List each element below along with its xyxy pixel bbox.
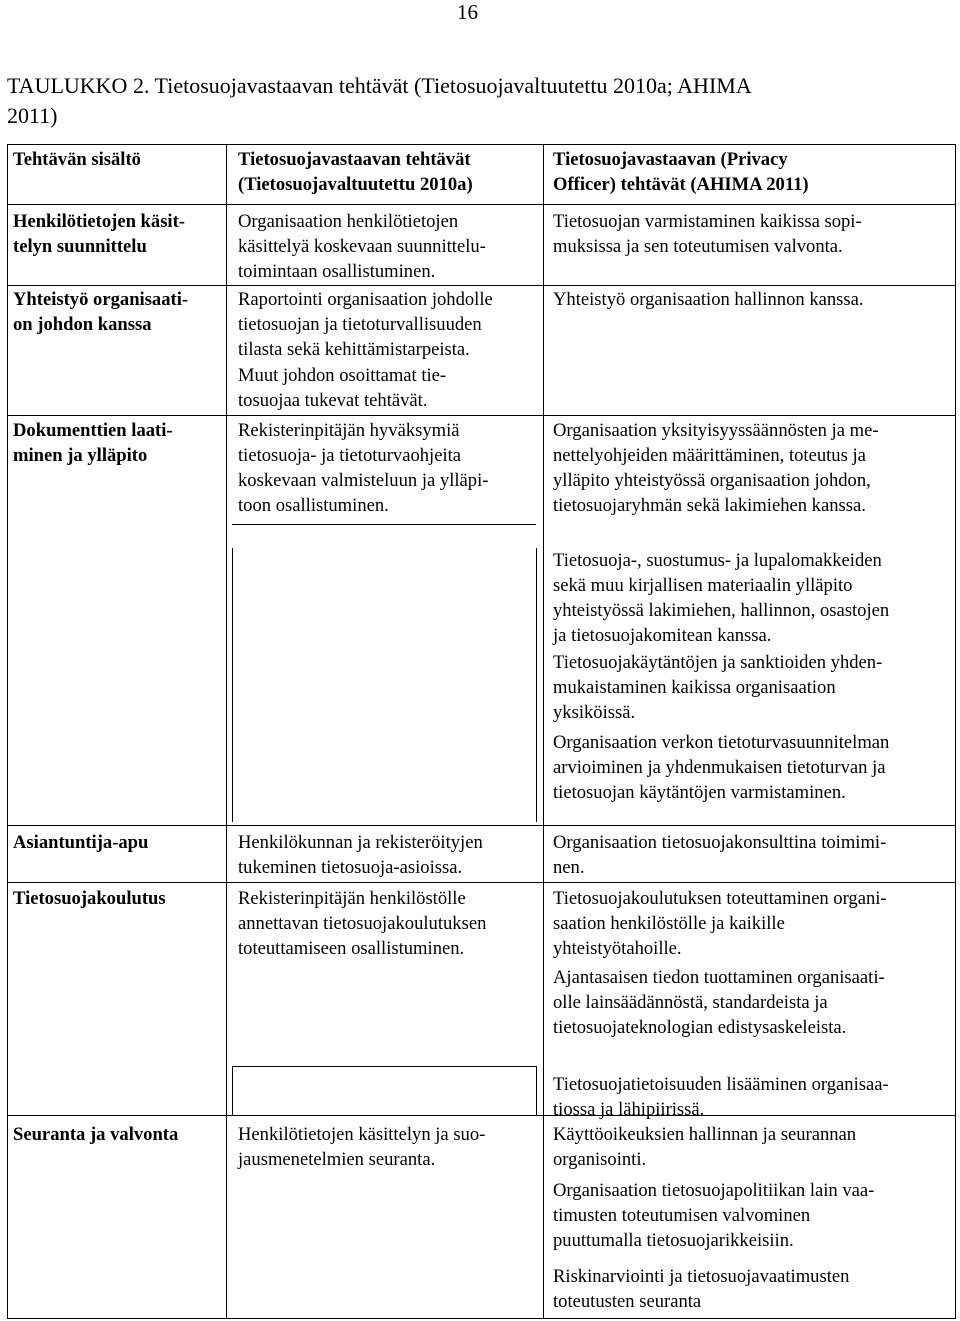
duty-text: Raportointi organisaation johdolle: [238, 289, 493, 310]
officer-duty-text: Tietosuojakoulutuksen toteuttaminen organi-: [553, 888, 887, 909]
officer-duty-text: Tietosuojatietoisuuden lisääminen organisaa-: [553, 1074, 889, 1095]
row-divider: [7, 285, 956, 286]
table-border-bottom: [7, 1318, 956, 1319]
officer-duty-text: Yhteistyö organisaation hallinnon kanssa.: [553, 289, 864, 310]
column-header-privacy-officer-line2: Officer) tehtävät (AHIMA 2011): [553, 174, 809, 195]
row-divider: [7, 825, 956, 826]
category-label: minen ja ylläpito: [13, 445, 148, 466]
duty-text: annettavan tietosuojakoulutuksen: [238, 913, 487, 934]
officer-duty-text: ja tietosuojakomitean kanssa.: [553, 625, 772, 646]
officer-duty-text: saation henkilöstölle ja kaikille: [553, 913, 785, 934]
officer-duty-text: olle lainsäädännöstä, standardeista ja: [553, 992, 828, 1013]
officer-duty-text: tiossa ja lähipiirissä.: [553, 1099, 705, 1120]
category-label: telyn suunnittelu: [13, 236, 147, 257]
officer-duty-text: Organisaation yksityisyyssäännösten ja me-: [553, 420, 879, 441]
duty-text: tukeminen tietosuoja-asioissa.: [238, 857, 463, 878]
officer-duty-text: mukaistaminen kaikissa organisaation: [553, 677, 836, 698]
officer-duty-text: nen.: [553, 857, 585, 878]
cell-border: [536, 1066, 537, 1116]
officer-duty-text: tietosuojaryhmän sekä lakimiehen kanssa.: [553, 495, 866, 516]
officer-duty-text: yhteistyössä lakimiehen, hallinnon, osastojen: [553, 600, 890, 621]
cell-border: [536, 548, 537, 822]
officer-duty-text: Tietosuojakäytäntöjen ja sanktioiden yhden-: [553, 652, 883, 673]
duty-text: tietosuojan ja tietoturvallisuuden: [238, 314, 482, 335]
duty-text: Henkilötietojen käsittelyn ja suo-: [238, 1124, 486, 1145]
category-label: Tietosuojakoulutus: [13, 888, 166, 909]
category-label: Henkilötietojen käsit-: [13, 211, 185, 232]
duty-text: tietosuoja- ja tietoturvaohjeita: [238, 445, 462, 466]
officer-duty-text: Organisaation verkon tietoturvasuunnitelman: [553, 732, 890, 753]
row-divider: [7, 415, 956, 416]
column-divider: [543, 144, 544, 1319]
officer-duty-text: muksissa ja sen toteutumisen valvonta.: [553, 236, 843, 257]
officer-duty-text: Riskinarviointi ja tietosuojavaatimusten: [553, 1266, 850, 1287]
duty-text: tilasta sekä kehittämistarpeista.: [238, 339, 470, 360]
cell-border: [232, 1066, 233, 1116]
officer-duty-text: Tietosuojan varmistaminen kaikissa sopi-: [553, 211, 862, 232]
duty-text: toon osallistuminen.: [238, 495, 389, 516]
duty-text: käsittelyä koskevaan suunnittelu-: [238, 236, 486, 257]
officer-duty-text: sekä muu kirjallisen materiaalin ylläpito: [553, 575, 853, 596]
officer-duty-text: yksiköissä.: [553, 702, 636, 723]
officer-duty-text: yhteistyötahoille.: [553, 938, 682, 959]
duty-text: koskevaan valmisteluun ja ylläpi-: [238, 470, 489, 491]
column-header-privacy-officer: Tietosuojavastaavan (Privacy: [553, 149, 788, 170]
officer-duty-text: tietosuojan käytäntöjen varmistaminen.: [553, 782, 846, 803]
cell-border: [232, 548, 233, 822]
cell-border: [232, 1066, 536, 1067]
table-border-top: [7, 144, 956, 145]
duty-text: Rekisterinpitäjän henkilöstölle: [238, 888, 466, 909]
officer-duty-text: organisointi.: [553, 1149, 647, 1170]
table-caption: TAULUKKO 2. Tietosuojavastaavan tehtävät (Tietosuojavaltuutettu 2010a; AHIMA: [7, 73, 752, 98]
category-label: Yhteistyö organisaati-: [13, 289, 189, 310]
duty-text: Organisaation henkilötietojen: [238, 211, 459, 232]
column-header-duties: Tietosuojavastaavan tehtävät: [238, 149, 471, 170]
table-border-right: [955, 144, 956, 1319]
duty-text: toimintaan osallistuminen.: [238, 261, 436, 282]
duty-text: Muut johdon osoittamat tie-: [238, 365, 447, 386]
category-label: on johdon kanssa: [13, 314, 152, 335]
officer-duty-text: ylläpito yhteistyössä organisaation johdon,: [553, 470, 871, 491]
cell-border: [232, 524, 536, 525]
duty-text: tosuojaa tukevat tehtävät.: [238, 390, 428, 411]
officer-duty-text: toteutusten seuranta: [553, 1291, 702, 1312]
category-label: Asiantuntija-apu: [13, 832, 149, 853]
duty-text: Henkilökunnan ja rekisteröityjen: [238, 832, 483, 853]
category-label: Seuranta ja valvonta: [13, 1124, 179, 1145]
officer-duty-text: Organisaation tietosuojapolitiikan lain vaa-: [553, 1180, 875, 1201]
column-header-content: Tehtävän sisältö: [13, 149, 141, 170]
duty-text: toteuttamiseen osallistuminen.: [238, 938, 465, 959]
officer-duty-text: puuttumalla tietosuojarikkeisiin.: [553, 1230, 794, 1251]
category-label: Dokumenttien laati-: [13, 420, 173, 441]
table-border-left: [7, 144, 8, 1319]
column-divider: [226, 144, 227, 1319]
page-number: 16: [457, 0, 478, 24]
officer-duty-text: tietosuojateknologian edistysaskeleista.: [553, 1017, 847, 1038]
officer-duty-text: arvioiminen ja yhdenmukaisen tietoturvan ja: [553, 757, 886, 778]
row-divider: [7, 882, 956, 883]
officer-duty-text: Ajantasaisen tiedon tuottaminen organisaati-: [553, 967, 885, 988]
officer-duty-text: timusten toteutumisen valvominen: [553, 1205, 811, 1226]
officer-duty-text: Tietosuoja-, suostumus- ja lupalomakkeiden: [553, 550, 882, 571]
officer-duty-text: nettelyohjeiden määrittäminen, toteutus ja: [553, 445, 866, 466]
row-divider: [7, 1115, 956, 1116]
duty-text: Rekisterinpitäjän hyväksymiä: [238, 420, 460, 441]
officer-duty-text: Käyttöoikeuksien hallinnan ja seurannan: [553, 1124, 857, 1145]
officer-duty-text: Organisaation tietosuojakonsulttina toimimi-: [553, 832, 887, 853]
table-caption-continued: 2011): [7, 103, 58, 128]
header-divider: [7, 204, 956, 205]
column-header-duties-line2: (Tietosuojavaltuutettu 2010a): [238, 174, 473, 195]
duty-text: jausmenetelmien seuranta.: [238, 1149, 436, 1170]
